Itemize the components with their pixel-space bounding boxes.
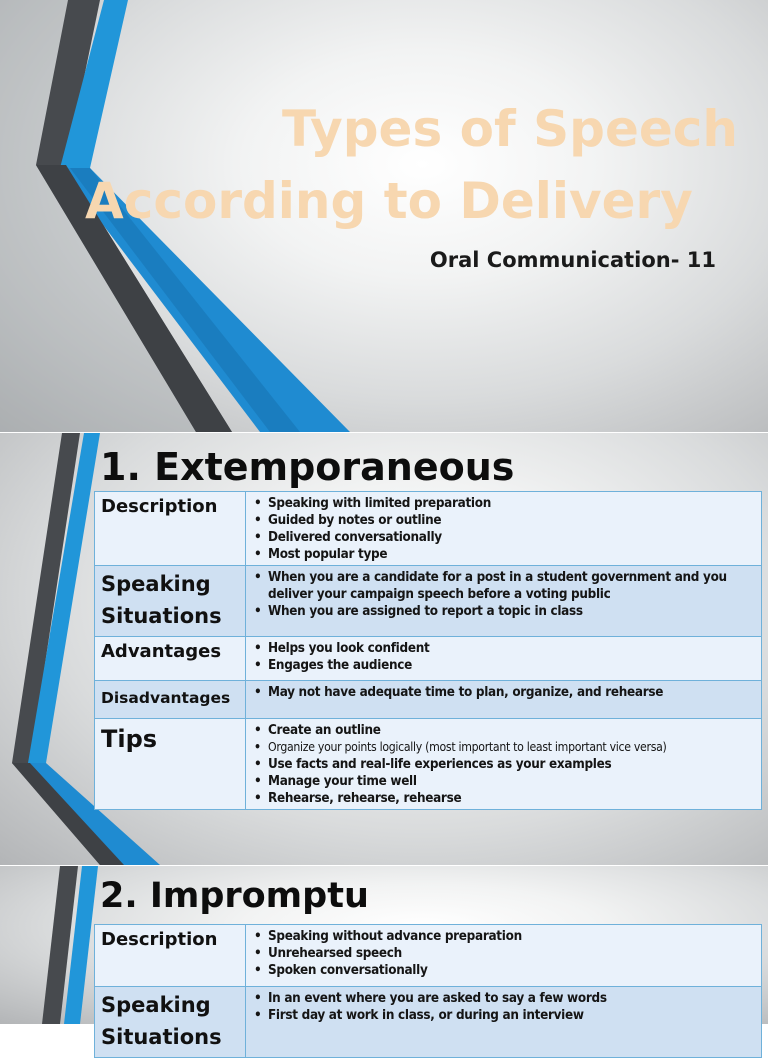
row-label: Advantages [95,637,246,681]
slide-subtitle: Oral Communication- 11 [429,248,716,272]
list-item: • First day at work in class, or during an interview [252,1007,755,1024]
list-item: • Speaking without advance preparation [252,928,755,945]
row-content [246,987,762,1058]
list-item: • Speaking with limited preparation [252,495,755,512]
slide-title-line-1: Types of Speech [282,100,739,158]
list-item: • Create an outline [252,722,755,739]
row-label: Description [95,925,246,987]
list-item: • Spoken conversationally [252,962,755,979]
list-item: • Rehearse, rehearse, rehearse [252,790,755,807]
list-item: • In an event where you are asked to say a few words [252,990,755,1007]
list-item: • Use facts and real-life experiences as your examples [252,756,755,773]
impromptu-slide [0,866,768,1049]
list-item: • Manage your time well [252,773,755,790]
table-row [95,637,762,681]
extemporaneous-table [94,491,762,810]
row-content [246,566,762,637]
row-content [246,492,762,566]
row-content [246,637,762,681]
extemporaneous-slide [0,433,768,865]
table-row [95,719,762,810]
list-item: • May not have adequate time to plan, organize, and rehearse [252,684,755,701]
impromptu-table [94,924,762,1058]
table-row [95,492,762,566]
list-item: • Guided by notes or outline [252,512,755,529]
list-item: • When you are a candidate for a post in a student government and you deliver your campaign speech before a voting public [252,569,755,603]
section-heading: 1. Extemporaneous [100,445,515,489]
row-label: Disadvantages [95,681,246,719]
table-row [95,681,762,719]
table-row [95,566,762,637]
row-label: Description [95,492,246,566]
row-label: Speaking Situations [95,566,246,637]
table-row [95,925,762,987]
row-content [246,719,762,810]
list-item: • When you are assigned to report a topic in class [252,603,755,620]
list-item: • Most popular type [252,546,755,563]
row-label: Tips [95,719,246,810]
row-content [246,681,762,719]
list-item: • Delivered conversationally [252,529,755,546]
section-heading: 2. Impromptu [100,876,369,916]
list-item: • Helps you look confident [252,640,755,657]
title-slide [0,0,768,432]
table-row [95,987,762,1058]
list-item: • Unrehearsed speech [252,945,755,962]
slide-title-line-2: According to Delivery [85,172,693,230]
list-item: • Organize your points logically (most important to least important vice versa) [252,739,755,756]
row-label: Speaking Situations [95,987,246,1058]
row-content [246,925,762,987]
list-item: • Engages the audience [252,657,755,674]
